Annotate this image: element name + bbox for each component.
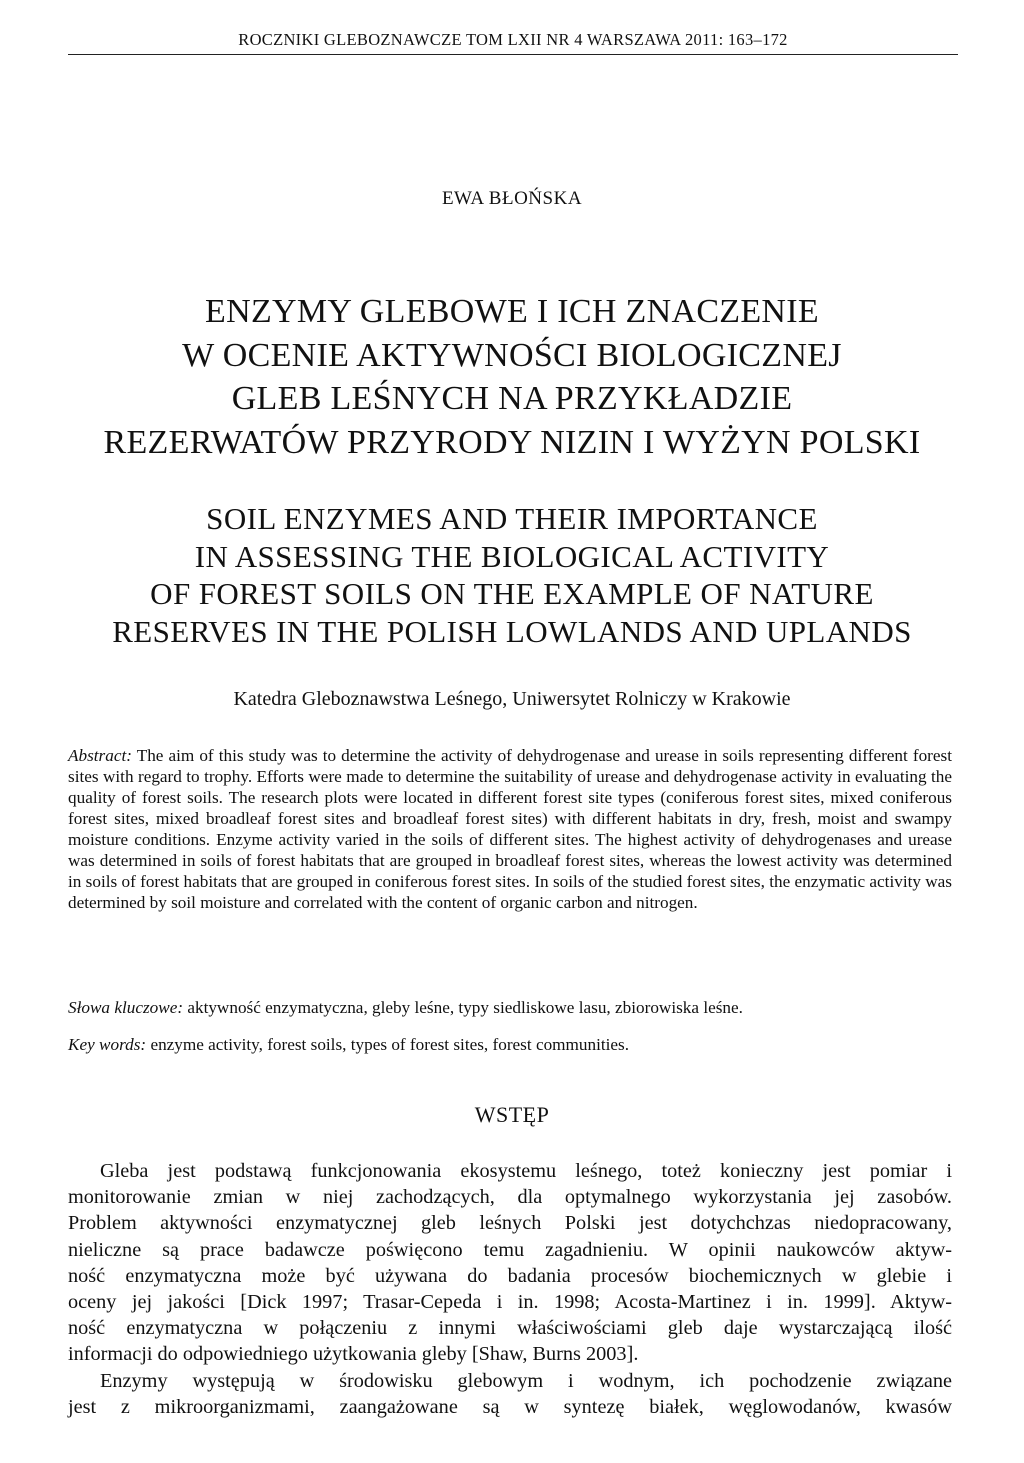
keywords-english: [68, 1034, 952, 1055]
title-polish-line: GLEB LEŚNYCH NA PRZYKŁADZIE: [231, 380, 793, 417]
body-line: Enzymy występują w środowisku glebowym i wodnym, ich pochodzenie związane: [100, 1369, 952, 1392]
title-english-line: SOIL ENZYMES AND THEIR IMPORTANCE: [206, 501, 818, 536]
keywords-english-label: Key words:: [68, 1035, 147, 1054]
title-english-line: RESERVES IN THE POLISH LOWLANDS AND UPLANDS: [112, 613, 912, 649]
section-title: WSTĘP: [474, 1102, 550, 1127]
body-line: oceny jej jakości [Dick 1997; Trasar-Cepeda i in. 1998; Acosta-Martinez i in. 1999]. Aktyw-: [68, 1291, 952, 1314]
abstract: [68, 745, 952, 913]
body-line: Gleba jest podstawą funkcjonowania ekosystemu leśnego, toteż konieczny jest pomiar i: [100, 1160, 952, 1182]
title-polish-line: ENZYMY GLEBOWE I ICH ZNACZENIE: [205, 293, 819, 330]
body-line: jest z mikroorganizmami, zaangażowane są w syntezę białek, węglowodanów, kwasów: [68, 1395, 952, 1418]
title-english-line: OF FOREST SOILS ON THE EXAMPLE OF NATURE: [150, 576, 874, 611]
keywords-polish-text: aktywność enzymatyczna, gleby leśne, typy siedliskowe lasu, zbiorowiska leśne.: [187, 998, 743, 1017]
abstract-label: Abstract:: [68, 746, 132, 765]
header-rule: [68, 54, 958, 55]
body-line: ność enzymatyczna może być używana do badania procesów biochemicznych w glebie i: [68, 1264, 952, 1287]
keywords-polish-label: Słowa kluczowe:: [68, 998, 184, 1017]
body-line: monitorowanie zmian w niej zachodzących, dla optymalnego wykorzystania jej zasobów.: [68, 1186, 952, 1209]
body-line: nieliczne są prace badawcze poświęcono temu zagadnieniu. W opinii naukowców aktyw-: [68, 1238, 952, 1261]
title-polish-line: REZERWATÓW PRZYRODY NIZIN I WYŻYN POLSKI: [103, 423, 921, 461]
keywords-english-text: enzyme activity, forest soils, types of forest sites, forest communities.: [150, 1035, 630, 1054]
title-english-line: IN ASSESSING THE BIOLOGICAL ACTIVITY: [194, 538, 830, 574]
body-line: ność enzymatyczna w połączeniu z innymi właściwościami gleb daje wystarczającą ilość: [68, 1317, 952, 1340]
abstract-text: The aim of this study was to determine the activity of dehydrogenase and urease in soils representing different forest sites with regard to trophy. Efforts were made to determine the suitability of urease and dehydrogenase activity in evaluating the quality of forest soils. The research plots were located in different forest site types (coniferous forest sites, mixed coniferous forest sites, mixed broadleaf forest sites and broadleaf forest sites) with different habitats in dry, fresh, moist and swampy moisture conditions. Enzyme activity varied in the soils of different sites. The highest activity of dehydrogenases and urease was determined in soils of forest habitats that are grouped in broadleaf forest sites, whereas the lowest activity was determined in soils of forest habitats that are grouped in coniferous forest sites. In soils of the studied forest sites, the enzymatic activity was determined by soil moisture and correlated with the content of organic carbon and nitrogen.: [68, 746, 952, 912]
title-polish: [0, 290, 1024, 464]
running-head: ROCZNIKI GLEBOZNAWCZE TOM LXII NR 4 WARSZAWA 2011: 163–172: [238, 30, 788, 49]
section-body: [68, 1158, 952, 1420]
title-english: [0, 500, 1024, 650]
title-polish-line: W OCENIE AKTYWNOŚCI BIOLOGICZNEJ: [182, 336, 842, 374]
author-name: EWA BŁOŃSKA: [441, 188, 583, 209]
keywords-polish: [68, 997, 952, 1018]
body-line: Problem aktywności enzymatycznej gleb leśnych Polski jest dotychchzas niedopracowany,: [68, 1212, 952, 1235]
affiliation: Katedra Gleboznawstwa Leśnego, Uniwersytet Rolniczy w Krakowie: [233, 688, 791, 710]
body-line: informacji do odpowiedniego użytkowania gleby [Shaw, Burns 2003].: [68, 1343, 639, 1366]
